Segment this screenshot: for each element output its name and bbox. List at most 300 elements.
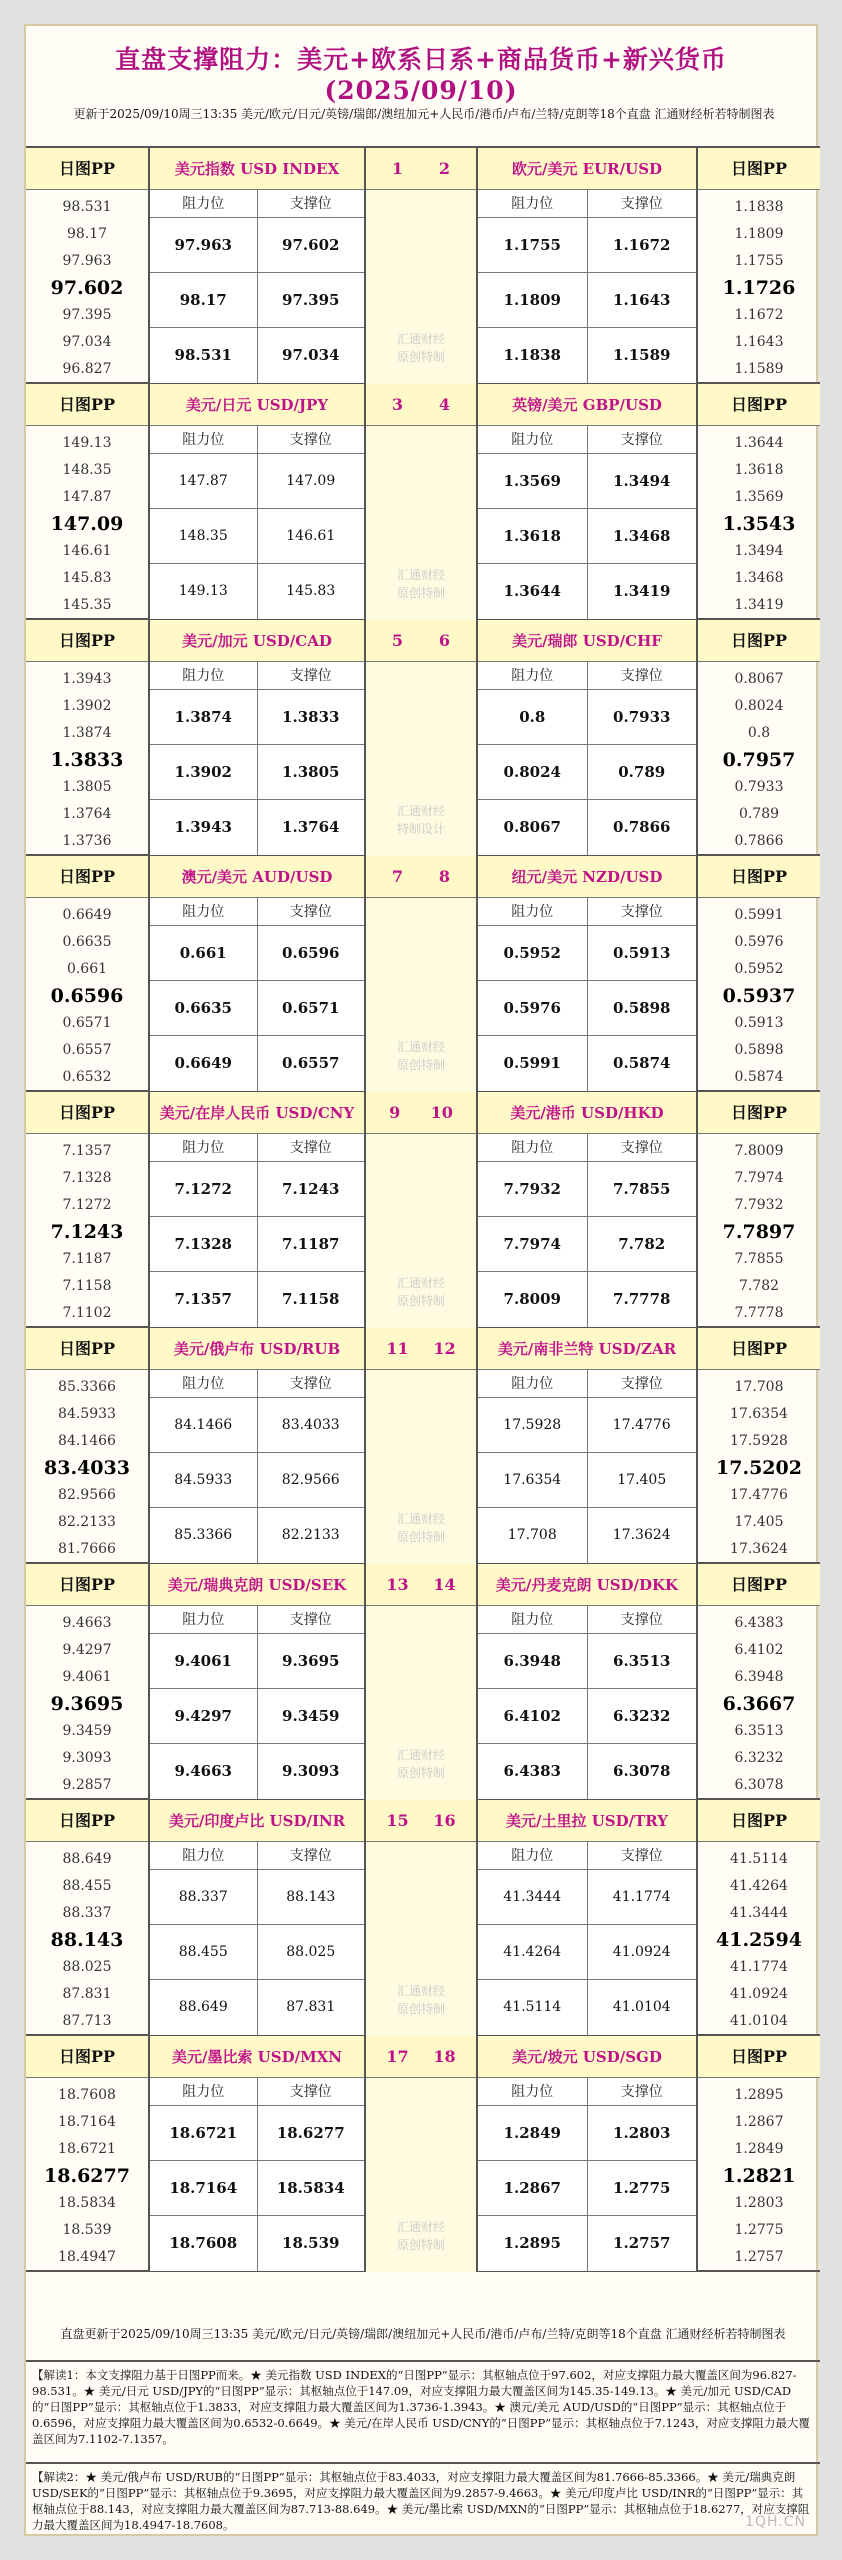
- resistance-value: 88.649: [178, 1999, 228, 2015]
- pp-level-value: 1.1838: [734, 199, 784, 215]
- resistance-value: 7.1357: [174, 1290, 232, 1308]
- pp-level-value: 1.3618: [734, 462, 784, 478]
- pp-header: 日图PP: [26, 1092, 148, 1134]
- level-header-row: [150, 426, 364, 454]
- pp-header: 日图PP: [698, 620, 820, 662]
- support-value: 17.3624: [587, 1508, 697, 1563]
- pair-name: 美元/坡元 USD/SGD: [478, 2036, 696, 2078]
- pp-level-value: 7.7974: [734, 1170, 784, 1186]
- pair-block: [26, 1092, 820, 1328]
- pp-level-value: 41.1774: [730, 1959, 788, 1975]
- pp-list: [26, 1370, 148, 1563]
- resistance-header: 阻力位: [182, 904, 225, 920]
- watermark-line: 原创特制: [396, 1058, 445, 1072]
- level-row: [478, 454, 696, 509]
- pp-list: [26, 898, 148, 1091]
- pp-column-left: [26, 2036, 150, 2272]
- level-row: [150, 509, 364, 564]
- level-row: [478, 1980, 696, 2035]
- resistance-value: 7.8009: [503, 1290, 561, 1308]
- pivot-value: 9.3695: [50, 1693, 124, 1715]
- pivot-value: 41.2594: [716, 1929, 802, 1951]
- pair-table-right: [476, 1564, 696, 1800]
- pp-column-right: [696, 1800, 820, 2036]
- level-row: [150, 1870, 364, 1925]
- resistance-header: 阻力位: [511, 2084, 554, 2100]
- resistance-header: 阻力位: [511, 904, 554, 920]
- pp-header: 日图PP: [698, 2036, 820, 2078]
- pp-level-value: 0.8067: [734, 671, 784, 687]
- level-header-row: [478, 1606, 696, 1634]
- pp-level-value: 87.713: [62, 2013, 112, 2029]
- pair-number: 14: [433, 1575, 456, 1594]
- pp-level-value: 7.1357: [62, 1143, 112, 1159]
- block-number-column: [366, 1092, 476, 1328]
- watermark-line: 汇通财经: [396, 332, 445, 346]
- level-row: [150, 2161, 364, 2216]
- level-row: [150, 1689, 364, 1744]
- resistance-value: 7.7932: [503, 1180, 561, 1198]
- pp-column-right: [696, 620, 820, 856]
- pair-number: 4: [438, 395, 451, 414]
- pair-number: 10: [430, 1103, 453, 1122]
- pp-column-right: [696, 1328, 820, 1564]
- pair-table-left: [150, 1564, 366, 1800]
- support-value: 0.7933: [587, 690, 697, 744]
- resistance-value: 6.4102: [503, 1707, 561, 1725]
- pp-level-value: 1.1589: [734, 361, 784, 377]
- resistance-header: 阻力位: [511, 196, 554, 212]
- pair-block: [26, 2036, 820, 2272]
- support-value: 0.6571: [257, 981, 365, 1035]
- pp-header: 日图PP: [698, 1328, 820, 1370]
- pair-block: [26, 148, 820, 384]
- pp-header: 日图PP: [698, 856, 820, 898]
- resistance-value: 1.3618: [503, 527, 561, 545]
- pair-numbers: [366, 1800, 476, 1842]
- page-title: 直盘支撑阻力：美元+欧系日系+商品货币+新兴货币(2025/09/10): [115, 45, 727, 105]
- resistance-value: 1.2849: [503, 2124, 561, 2142]
- pp-level-value: 88.025: [62, 1959, 112, 1975]
- pp-column-left: [26, 1800, 150, 2036]
- support-value: 88.143: [257, 1870, 365, 1924]
- resistance-value: 88.455: [178, 1944, 228, 1960]
- footer-update-line: 直盘更新于2025/09/10周三13:35 美元/欧元/日元/英镑/瑞郎/澳纽加元+人民币/港币/卢布/兰特/克朗等18个直盘 汇通财经析若特制图表: [26, 2324, 820, 2362]
- block-number-column: [366, 1800, 476, 2036]
- support-header: 支撑位: [587, 1134, 697, 1161]
- pp-column-left: [26, 148, 150, 384]
- support-header: 支撑位: [587, 662, 697, 689]
- resistance-value: 6.3948: [503, 1652, 561, 1670]
- support-value: 41.1774: [587, 1870, 697, 1924]
- pair-numbers: [366, 856, 476, 898]
- pp-level-value: 9.4663: [62, 1615, 112, 1631]
- pp-list: [26, 1606, 148, 1799]
- pp-level-value: 17.708: [734, 1379, 784, 1395]
- level-row: [478, 1036, 696, 1091]
- pivot-value: 0.5937: [722, 985, 796, 1007]
- resistance-header: 阻力位: [182, 668, 225, 684]
- pivot-value: 1.1726: [722, 277, 796, 299]
- pp-list: [698, 2078, 820, 2271]
- pair-name: 美元/墨比索 USD/MXN: [150, 2036, 364, 2078]
- level-header-row: [150, 1134, 364, 1162]
- resistance-value: 97.963: [174, 236, 232, 254]
- pp-level-value: 148.35: [62, 462, 112, 478]
- support-value: 0.6596: [257, 926, 365, 980]
- resistance-value: 0.6635: [174, 999, 232, 1017]
- pp-level-value: 0.8: [747, 725, 771, 741]
- level-row: [150, 1162, 364, 1217]
- level-row: [478, 509, 696, 564]
- level-row: [150, 926, 364, 981]
- pair-number: 15: [386, 1811, 409, 1830]
- rates-table: [26, 146, 820, 2272]
- pp-level-value: 146.61: [62, 543, 112, 559]
- resistance-header: 阻力位: [511, 1376, 554, 1392]
- pair-number: 8: [438, 867, 451, 886]
- pair-table-right: [476, 1092, 696, 1328]
- resistance-value: 148.35: [178, 528, 228, 544]
- pp-level-value: 17.3624: [730, 1541, 788, 1557]
- pp-level-value: 0.8024: [734, 698, 784, 714]
- pp-level-value: 0.789: [738, 806, 780, 822]
- pp-level-value: 1.3419: [734, 597, 784, 613]
- support-value: 82.9566: [257, 1453, 365, 1507]
- support-header: 支撑位: [257, 1606, 365, 1633]
- level-row: [150, 273, 364, 328]
- pp-level-value: 0.7866: [734, 833, 784, 849]
- note-interpretation-1: 【解读1：本文支撑阻力基于日图PP而来。★ 美元指数 USD INDEX的“日图PP”显示：其枢轴点位于97.602，对应支撑阻力最大覆盖区间为96.827-98.531。★ 美元/日元 USD/JPY的“日图PP”显示：其枢轴点位于147.09，对应支撑阻力最大覆盖区间为145.35-149.13。★ 美元/加元 USD/CAD的“日图PP”显示：其枢轴点位于1.3833，对应支撑阻力最大覆盖区间为1.3736-1.3943。★ 澳元/美元 AUD/USD的“日图PP”显示：其枢轴点位于0.6596，对应支撑阻力最大覆盖区间为0.6532-0.6649。★ 美元/在岸人民币 USD/CNY的“日图PP”显示：其枢轴点位于7.1243，对应支撑阻力最大覆盖区间为7.1102-7.1357。: [26, 2364, 820, 2464]
- pp-level-value: 145.83: [62, 570, 112, 586]
- support-value: 147.09: [257, 454, 365, 508]
- level-row: [478, 2106, 696, 2161]
- level-row: [150, 2106, 364, 2161]
- watermark-line: 汇通财经: [396, 568, 445, 582]
- pair-name: 纽元/美元 NZD/USD: [478, 856, 696, 898]
- pp-list: [698, 662, 820, 855]
- watermark-text: [366, 1746, 476, 1782]
- resistance-value: 7.1272: [174, 1180, 232, 1198]
- level-row: [478, 564, 696, 619]
- pp-header: 日图PP: [26, 856, 148, 898]
- level-header-row: [150, 662, 364, 690]
- level-row: [150, 1925, 364, 1980]
- support-value: 0.5898: [587, 981, 697, 1035]
- level-row: [150, 1508, 364, 1563]
- pivot-value: 1.3833: [50, 749, 124, 771]
- pair-number: 2: [438, 159, 451, 178]
- pp-level-value: 7.1328: [62, 1170, 112, 1186]
- resistance-header: 阻力位: [511, 668, 554, 684]
- resistance-value: 147.87: [178, 473, 228, 489]
- support-header: 支撑位: [587, 2078, 697, 2105]
- pp-level-value: 1.3569: [734, 489, 784, 505]
- pp-level-value: 1.2757: [734, 2249, 784, 2265]
- pp-level-value: 1.3805: [62, 779, 112, 795]
- pp-column-right: [696, 148, 820, 384]
- support-header: 支撑位: [587, 898, 697, 925]
- pp-level-value: 1.1755: [734, 253, 784, 269]
- level-row: [150, 454, 364, 509]
- pair-number: 1: [391, 159, 404, 178]
- resistance-value: 17.5928: [503, 1417, 562, 1433]
- pp-level-value: 17.6354: [730, 1406, 788, 1422]
- pair-number: 18: [433, 2047, 456, 2066]
- level-row: [150, 1980, 364, 2035]
- support-value: 97.395: [257, 273, 365, 327]
- level-row: [150, 1744, 364, 1799]
- pair-table-right: [476, 856, 696, 1092]
- pp-level-value: 41.0104: [730, 2013, 788, 2029]
- pair-number: 16: [433, 1811, 456, 1830]
- resistance-value: 0.8024: [503, 763, 561, 781]
- pp-list: [698, 898, 820, 1091]
- resistance-value: 0.8: [519, 708, 546, 726]
- level-row: [478, 1398, 696, 1453]
- resistance-value: 18.7164: [169, 2179, 238, 2197]
- resistance-value: 9.4297: [174, 1707, 232, 1725]
- support-value: 7.1187: [257, 1217, 365, 1271]
- resistance-value: 18.7608: [169, 2234, 238, 2252]
- watermark-line: 特制设计: [396, 822, 445, 836]
- support-value: 97.034: [257, 328, 365, 383]
- watermark-line: 原创特制: [396, 1294, 445, 1308]
- pp-level-value: 7.782: [738, 1278, 780, 1294]
- pp-level-value: 18.7608: [58, 2087, 116, 2103]
- resistance-value: 9.4061: [174, 1652, 232, 1670]
- pp-level-value: 1.1643: [734, 334, 784, 350]
- level-header-row: [478, 190, 696, 218]
- support-value: 0.7866: [587, 800, 697, 855]
- support-value: 0.5913: [587, 926, 697, 980]
- pp-level-value: 88.649: [62, 1851, 112, 1867]
- support-value: 6.3513: [587, 1634, 697, 1688]
- pp-level-value: 17.5928: [730, 1433, 788, 1449]
- level-row: [478, 1272, 696, 1327]
- pp-level-value: 97.034: [62, 334, 112, 350]
- level-row: [150, 981, 364, 1036]
- pp-level-value: 1.3494: [734, 543, 784, 559]
- pp-level-value: 82.2133: [58, 1514, 116, 1530]
- resistance-value: 17.708: [507, 1527, 557, 1543]
- watermark-text: [366, 1038, 476, 1074]
- resistance-value: 0.5952: [503, 944, 561, 962]
- pp-header: 日图PP: [26, 2036, 148, 2078]
- support-value: 41.0924: [587, 1925, 697, 1979]
- watermark-text: [366, 330, 476, 366]
- pp-list: [26, 662, 148, 855]
- pp-level-value: 1.3644: [734, 435, 784, 451]
- pp-list: [698, 1842, 820, 2035]
- pivot-value: 1.2821: [722, 2165, 796, 2187]
- watermark-line: 汇通财经: [396, 1512, 445, 1526]
- pp-level-value: 98.531: [62, 199, 112, 215]
- resistance-value: 18.6721: [169, 2124, 238, 2142]
- level-row: [478, 1689, 696, 1744]
- pair-block: [26, 1328, 820, 1564]
- pair-table-left: [150, 2036, 366, 2272]
- pair-table-left: [150, 620, 366, 856]
- pp-level-value: 1.3468: [734, 570, 784, 586]
- pp-level-value: 1.3736: [62, 833, 112, 849]
- pp-column-right: [696, 1092, 820, 1328]
- level-header-row: [478, 662, 696, 690]
- block-number-column: [366, 856, 476, 1092]
- block-number-column: [366, 1564, 476, 1800]
- pivot-value: 1.3543: [722, 513, 796, 535]
- pp-level-value: 1.3902: [62, 698, 112, 714]
- level-header-row: [150, 2078, 364, 2106]
- resistance-value: 0.5991: [503, 1054, 561, 1072]
- pair-name: 美元/瑞典克朗 USD/SEK: [150, 1564, 364, 1606]
- pp-column-left: [26, 1092, 150, 1328]
- watermark-line: 原创特制: [396, 1766, 445, 1780]
- support-value: 7.1243: [257, 1162, 365, 1216]
- pp-level-value: 96.827: [62, 361, 112, 377]
- level-row: [478, 328, 696, 383]
- pp-level-value: 9.2857: [62, 1777, 112, 1793]
- note-interpretation-2: 【解读2：★ 美元/俄卢布 USD/RUB的“日图PP”显示：其枢轴点位于83.4033，对应支撑阻力最大覆盖区间为81.7666-85.3366。★ 美元/瑞典克朗 USD/SEK的“日图PP”显示：其枢轴点位于9.3695，对应支撑阻力最大覆盖区间为9.2857-9.4663。★ 美元/印度卢比 USD/INR的“日图PP”显示：其枢轴点位于88.143，对应支撑阻力最大覆盖区间为87.713-88.649。★ 美元/墨比索 USD/MXN的“日图PP”显示：其枢轴点位于18.6277，对应支撑阻力最大覆盖区间为18.4947-18.7608。: [32, 2470, 810, 2532]
- pp-level-value: 7.1102: [62, 1305, 112, 1321]
- support-value: 18.6277: [257, 2106, 365, 2160]
- pp-level-value: 147.87: [62, 489, 112, 505]
- level-header-row: [478, 1842, 696, 1870]
- pp-level-value: 41.0924: [730, 1986, 788, 2002]
- resistance-header: 阻力位: [182, 196, 225, 212]
- watermark-line: 原创特制: [396, 2238, 445, 2252]
- level-row: [150, 564, 364, 619]
- watermark-line: 汇通财经: [396, 1040, 445, 1054]
- support-header: 支撑位: [587, 190, 697, 217]
- pair-table-right: [476, 2036, 696, 2272]
- level-header-row: [478, 898, 696, 926]
- pp-level-value: 87.831: [62, 1986, 112, 2002]
- block-number-column: [366, 620, 476, 856]
- pair-block: [26, 384, 820, 620]
- resistance-value: 0.6649: [174, 1054, 232, 1072]
- pair-name: 美元/南非兰特 USD/ZAR: [478, 1328, 696, 1370]
- support-value: 1.2803: [587, 2106, 697, 2160]
- pair-numbers: [366, 620, 476, 662]
- pp-column-right: [696, 2036, 820, 2272]
- pair-number: 9: [389, 1103, 401, 1122]
- pp-level-value: 82.9566: [58, 1487, 116, 1503]
- level-row: [150, 1634, 364, 1689]
- level-row: [478, 1634, 696, 1689]
- pair-table-right: [476, 1800, 696, 2036]
- pp-column-left: [26, 856, 150, 1092]
- pp-level-value: 0.5913: [734, 1015, 784, 1031]
- support-value: 1.3419: [587, 564, 697, 619]
- pp-level-value: 6.4383: [734, 1615, 784, 1631]
- pp-level-value: 17.4776: [730, 1487, 788, 1503]
- level-row: [478, 1162, 696, 1217]
- resistance-value: 1.1809: [503, 291, 561, 309]
- resistance-value: 98.531: [174, 346, 232, 364]
- support-value: 0.789: [587, 745, 697, 799]
- support-value: 1.2775: [587, 2161, 697, 2215]
- resistance-header: 阻力位: [182, 1376, 225, 1392]
- resistance-value: 1.1838: [503, 346, 561, 364]
- pair-name: 美元/印度卢比 USD/INR: [150, 1800, 364, 1842]
- pp-level-value: 1.1809: [734, 226, 784, 242]
- resistance-value: 149.13: [178, 583, 228, 599]
- pair-numbers: [366, 384, 476, 426]
- level-row: [478, 1925, 696, 1980]
- pair-name: 澳元/美元 AUD/USD: [150, 856, 364, 898]
- pp-level-value: 97.395: [62, 307, 112, 323]
- pp-header: 日图PP: [698, 1092, 820, 1134]
- pp-level-value: 18.5834: [58, 2195, 116, 2211]
- pair-number: 17: [386, 2047, 409, 2066]
- level-row: [150, 690, 364, 745]
- level-row: [478, 2161, 696, 2216]
- pp-level-value: 88.455: [62, 1878, 112, 1894]
- pair-name: 美元/日元 USD/JPY: [150, 384, 364, 426]
- level-row: [478, 2216, 696, 2271]
- pp-level-value: 9.3459: [62, 1723, 112, 1739]
- resistance-value: 0.8067: [503, 818, 561, 836]
- level-header-row: [150, 1842, 364, 1870]
- support-value: 18.539: [257, 2216, 365, 2271]
- pair-block: [26, 620, 820, 856]
- pp-level-value: 0.7933: [734, 779, 784, 795]
- support-value: 1.3833: [257, 690, 365, 744]
- pivot-value: 83.4033: [44, 1457, 130, 1479]
- resistance-value: 1.3569: [503, 472, 561, 490]
- pp-level-value: 1.2867: [734, 2114, 784, 2130]
- pp-level-value: 1.2895: [734, 2087, 784, 2103]
- level-row: [478, 1453, 696, 1508]
- level-row: [150, 1036, 364, 1091]
- pp-column-left: [26, 1564, 150, 1800]
- pair-numbers: [366, 1328, 476, 1370]
- support-value: 7.7855: [587, 1162, 697, 1216]
- support-value: 1.1589: [587, 328, 697, 383]
- level-row: [478, 1870, 696, 1925]
- support-value: 9.3093: [257, 1744, 365, 1799]
- support-value: 17.4776: [587, 1398, 697, 1452]
- pp-list: [26, 190, 148, 383]
- pivot-value: 6.3667: [722, 1693, 796, 1715]
- pair-numbers: [366, 1564, 476, 1606]
- resistance-header: 阻力位: [182, 2084, 225, 2100]
- watermark-line: 汇通财经: [396, 1984, 445, 1998]
- pp-level-value: 1.2803: [734, 2195, 784, 2211]
- pp-level-value: 0.6571: [62, 1015, 112, 1031]
- level-row: [478, 1744, 696, 1799]
- watermark-line: 汇通财经: [396, 804, 445, 818]
- level-header-row: [150, 1370, 364, 1398]
- watermark-line: 汇通财经: [396, 1276, 445, 1290]
- pp-header: 日图PP: [26, 148, 148, 190]
- resistance-value: 0.5976: [503, 999, 561, 1017]
- level-row: [150, 745, 364, 800]
- pivot-value: 0.7957: [722, 749, 796, 771]
- resistance-value: 7.7974: [503, 1235, 561, 1253]
- pp-level-value: 18.6721: [58, 2141, 116, 2157]
- support-header: 支撑位: [587, 1842, 697, 1869]
- watermark-line: 原创特制: [396, 586, 445, 600]
- resistance-value: 41.5114: [503, 1999, 562, 2015]
- pair-number: 3: [391, 395, 404, 414]
- pivot-value: 7.7897: [722, 1221, 796, 1243]
- pair-table-right: [476, 1328, 696, 1564]
- resistance-value: 41.3444: [503, 1889, 562, 1905]
- pair-table-right: [476, 620, 696, 856]
- level-row: [478, 800, 696, 855]
